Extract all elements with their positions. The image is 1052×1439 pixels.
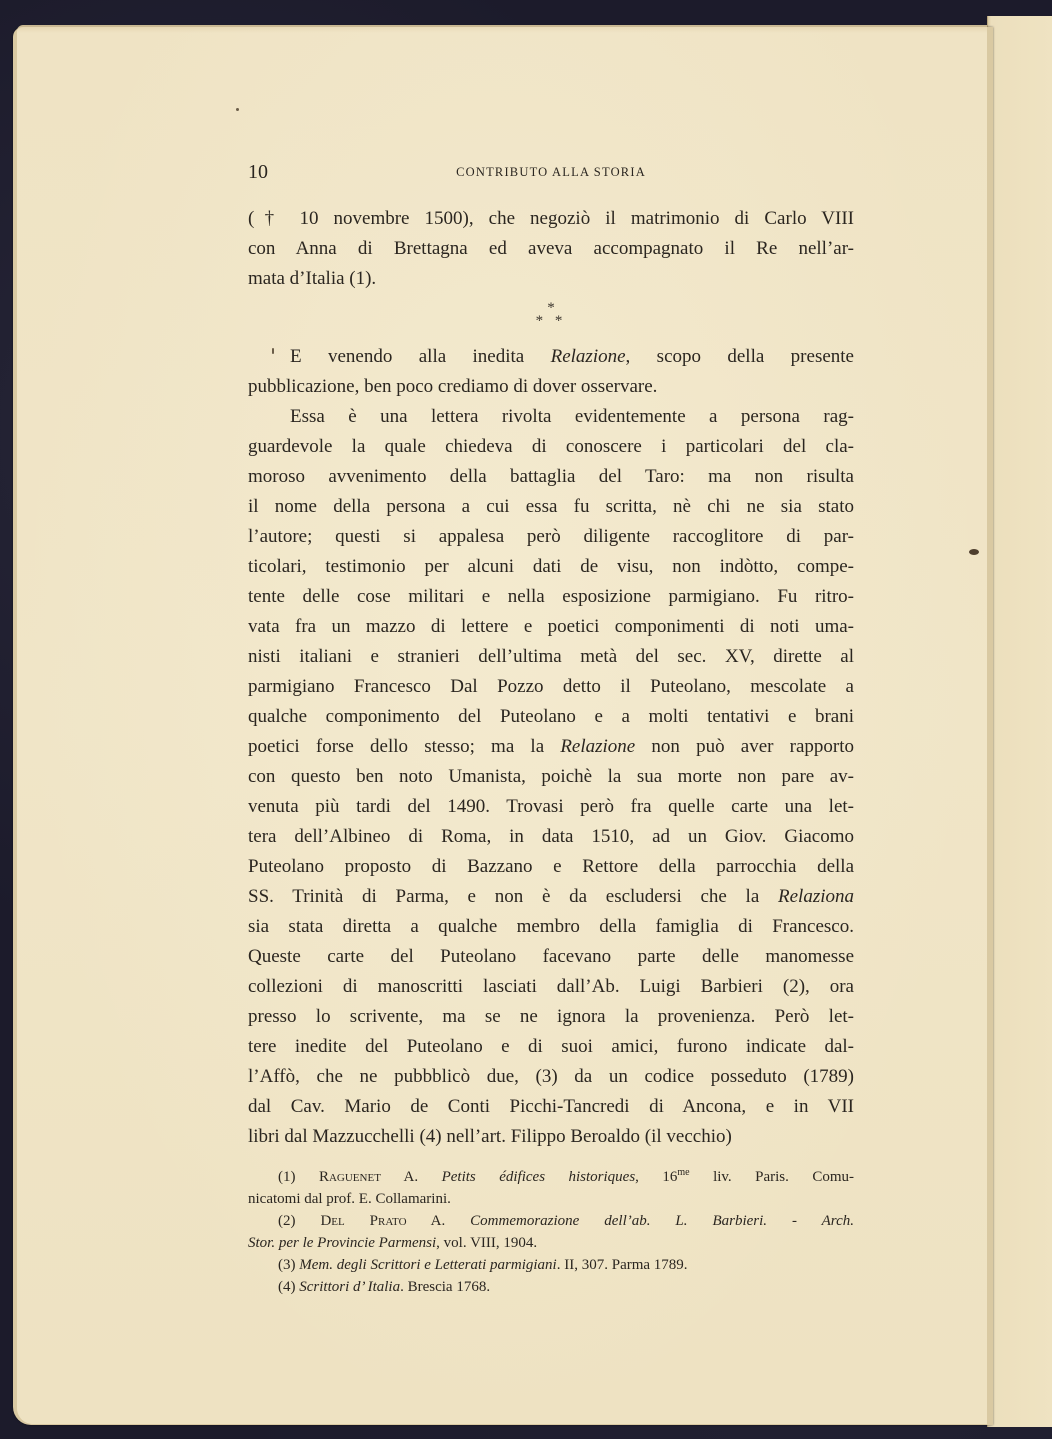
text-line: sia stata diretta a qualche membro della famiglia di Francesco. — [248, 916, 854, 937]
asterism-bottom: * * — [535, 313, 567, 329]
text-line: († 10 novembre 1500), che negoziò il matrimonio di Carlo VIII — [248, 208, 854, 229]
footnote-marker: (1) — [278, 1169, 296, 1185]
footnote-4 — [248, 1276, 854, 1298]
paper-speck — [236, 108, 239, 111]
text-line: tera dell’Albineo di Roma, in data 1510, ad un Giov. Giacomo — [248, 826, 854, 847]
text-line: Queste carte del Puteolano facevano parte delle manomesse — [248, 946, 854, 967]
text-line: collezioni di manoscritti lasciati dall’Ab. Luigi Barbieri (2), ora — [248, 976, 854, 997]
text-span: , 16 — [635, 1169, 678, 1185]
footnote-marker: (2) — [278, 1213, 296, 1229]
italic-title: Relazione — [550, 346, 626, 367]
footnote-line — [248, 1254, 854, 1276]
text-line: tere inedite del Puteolano e di suoi amici, furono indicate dal- — [248, 1036, 854, 1057]
text-line: il nome della persona a cui essa fu scritta, nè chi ne sia stato — [248, 496, 854, 517]
footnote-author: Del Prato A. — [320, 1213, 446, 1229]
text-span: poetici forse dello stesso; ma la — [248, 736, 561, 757]
text-column — [248, 160, 854, 1298]
footnote-title: Commemorazione dell’ab. L. Barbieri. - Arch. — [470, 1213, 854, 1229]
footnote-title: Petits édifices historiques — [441, 1169, 636, 1185]
text-span: , vol. VIII, 1904. — [436, 1235, 538, 1251]
text-line: tente delle cose militari e nella esposizione parmigiano. Fu ritro- — [248, 586, 854, 607]
text-line: l’Affò, che ne pubbblicò due, (3) da un codice posseduto (1789) — [248, 1066, 854, 1087]
text-line — [248, 882, 854, 912]
text-line: ticolari, testimonio per alcuni dati de visu, non indòtto, compe- — [248, 556, 854, 577]
text-span: . II, 307. Parma 1789. — [556, 1257, 688, 1273]
text-line: qualche componimento del Puteolano e a molti tentativi e brani — [248, 706, 854, 727]
paragraph-2 — [248, 342, 854, 402]
text-line: dal Cav. Mario de Conti Picchi-Tancredi di Ancona, e in VII — [248, 1096, 854, 1117]
italic-title: Relaziona — [778, 886, 854, 907]
text-line: con Anna di Brettagna ed aveva accompagnato il Re nell’ar- — [248, 238, 854, 259]
footnote-line: nicatomi dal prof. E. Collamarini. — [248, 1191, 451, 1207]
text-span: non può aver rapporto — [635, 736, 854, 757]
facing-page-edge — [987, 16, 1052, 1427]
text-line: pubblicazione, ben poco crediamo di dover osservare. — [248, 376, 658, 397]
footnote-line — [248, 1276, 854, 1298]
body-text — [248, 204, 854, 1152]
text-line: moroso avvenimento della battaglia del Taro: ma non risulta — [248, 466, 854, 487]
footnote-3 — [248, 1254, 854, 1276]
text-line: Puteolano proposto di Bazzano e Rettore della parrocchia della — [248, 856, 854, 877]
footnote-marker: (4) — [278, 1279, 296, 1295]
footnote-title: Mem. degli Scrittori e Letterati parmigiani — [299, 1257, 557, 1273]
italic-title: Relazione — [560, 736, 636, 757]
paragraph-3 — [248, 402, 854, 1152]
text-line: nisti italiani e stranieri dell’ultima metà del sec. XV, dirette al — [248, 646, 854, 667]
footnote-author: Raguenet A. — [318, 1169, 419, 1185]
text-span: liv. Paris. Comu- — [689, 1169, 855, 1185]
text-span: E venendo alla inedita — [290, 346, 551, 367]
text-line: mata d’Italia (1). — [248, 268, 377, 289]
superscript: me — [677, 1167, 690, 1178]
footnote-line — [248, 1210, 854, 1232]
footnote-line — [248, 1232, 854, 1254]
page-number: 10 — [248, 161, 268, 183]
text-line: Essa è una lettera rivolta evidentemente a persona rag- — [290, 406, 854, 427]
footnote-1 — [248, 1166, 854, 1210]
running-head: CONTRIBUTO ALLA STORIA — [456, 165, 646, 179]
paragraph-1 — [248, 204, 854, 294]
text-line: parmigiano Francesco Dal Pozzo detto il Puteolano, mescolate a — [248, 676, 854, 697]
asterism-top: * — [547, 300, 555, 316]
section-break-asterism — [248, 294, 854, 342]
footnote-2 — [248, 1210, 854, 1254]
text-line: libri dal Mazzucchelli (4) nell’art. Filippo Beroaldo (il vecchio) — [248, 1126, 732, 1147]
footnote-title: Stor. per le Provincie Parmensi — [248, 1235, 437, 1251]
text-line: presso lo scrivente, ma se ne ignora la provenienza. Però let- — [248, 1006, 854, 1027]
text-line: venuta più tardi del 1490. Trovasi però fra quelle carte una let- — [248, 796, 854, 817]
text-line: guardevole la quale chiedeva di conoscere i particolari del cla- — [248, 436, 854, 457]
footnote-line — [248, 1166, 854, 1188]
footnote-title: Scrittori d’ Italia — [299, 1279, 401, 1295]
footnotes — [248, 1166, 854, 1298]
paper-speck — [969, 549, 979, 555]
text-span: SS. Trinità di Parma, e non è da escludersi che la — [248, 886, 778, 907]
text-line — [248, 732, 854, 762]
text-line: con questo ben noto Umanista, poichè la sua morte non pare av- — [248, 766, 854, 787]
text-span: , scopo della presente — [625, 346, 854, 367]
text-line: l’autore; questi si appalesa però diligente raccoglitore di par- — [248, 526, 854, 547]
text-span: . Brescia 1768. — [400, 1279, 491, 1295]
text-line — [248, 342, 854, 372]
text-line: vata fra un mazzo di lettere e poetici componimenti di noti uma- — [248, 616, 854, 637]
footnote-marker: (3) — [278, 1257, 296, 1273]
page-header — [248, 160, 854, 190]
